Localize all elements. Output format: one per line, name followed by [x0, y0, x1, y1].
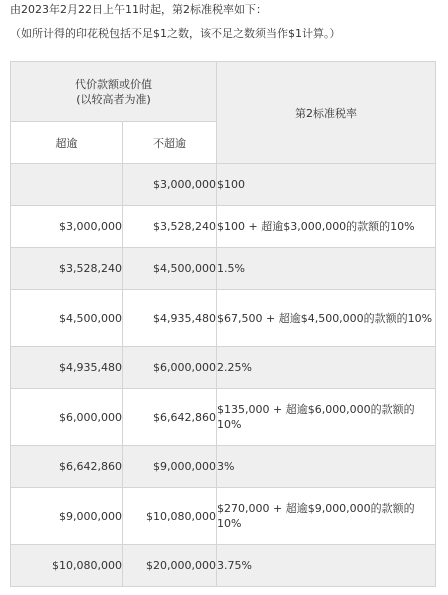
- rate-cell: $270,000 + 超逾$9,000,000的款额的10%: [217, 488, 436, 545]
- table-row: [11, 488, 436, 545]
- table-row: [11, 347, 436, 389]
- not-exceeding-cell: $10,080,000: [123, 488, 217, 545]
- rate-header: 第2标准税率: [217, 62, 436, 164]
- rate-cell: $100 + 超逾$3,000,000的款额的10%: [217, 206, 436, 248]
- consideration-header-note: (以较高者为准): [76, 92, 151, 106]
- exceeds-cell: $6,642,860: [11, 446, 123, 488]
- exceeds-cell: $10,080,000: [11, 545, 123, 587]
- table-row: [11, 545, 436, 587]
- exceeds-cell: $3,000,000: [11, 206, 123, 248]
- exceeds-cell: $4,500,000: [11, 290, 123, 347]
- not-exceeding-cell: $6,000,000: [123, 347, 217, 389]
- not-exceeding-cell: $3,000,000: [123, 164, 217, 206]
- exceeds-cell: $3,528,240: [11, 248, 123, 290]
- rate-cell: $135,000 + 超逾$6,000,000的款额的10%: [217, 389, 436, 446]
- rounding-note: （如所计得的印花税包括不足$1之数，该不足之数须当作$1计算。）: [10, 27, 341, 40]
- exceeds-cell: [11, 164, 123, 206]
- table-row: [11, 206, 436, 248]
- not-exceeding-cell: $20,000,000: [123, 545, 217, 587]
- not-exceeding-header: 不超逾: [123, 122, 217, 164]
- table-row: [11, 389, 436, 446]
- not-exceeding-cell: $4,935,480: [123, 290, 217, 347]
- rate-cell: $67,500 + 超逾$4,500,000的款额的10%: [217, 290, 436, 347]
- exceeds-cell: $9,000,000: [11, 488, 123, 545]
- consideration-header: [11, 62, 217, 122]
- table-row: [11, 446, 436, 488]
- exceeds-cell: $4,935,480: [11, 347, 123, 389]
- stamp-duty-rate-table: [10, 61, 436, 587]
- table-row: [11, 290, 436, 347]
- rate-cell: 3%: [217, 446, 436, 488]
- rate-cell: 1.5%: [217, 248, 436, 290]
- consideration-header-label: 代价款额或价值: [75, 77, 152, 91]
- not-exceeding-cell: $3,528,240: [123, 206, 217, 248]
- rate-cell: 2.25%: [217, 347, 436, 389]
- rate-cell: 3.75%: [217, 545, 436, 587]
- exceeds-cell: $6,000,000: [11, 389, 123, 446]
- table-row: [11, 164, 436, 206]
- exceeds-header: 超逾: [11, 122, 123, 164]
- table-row: [11, 248, 436, 290]
- not-exceeding-cell: $6,642,860: [123, 389, 217, 446]
- not-exceeding-cell: $9,000,000: [123, 446, 217, 488]
- intro-text: 由2023年2月22日上午11时起，第2标准税率如下：: [10, 3, 267, 16]
- not-exceeding-cell: $4,500,000: [123, 248, 217, 290]
- rate-cell: $100: [217, 164, 436, 206]
